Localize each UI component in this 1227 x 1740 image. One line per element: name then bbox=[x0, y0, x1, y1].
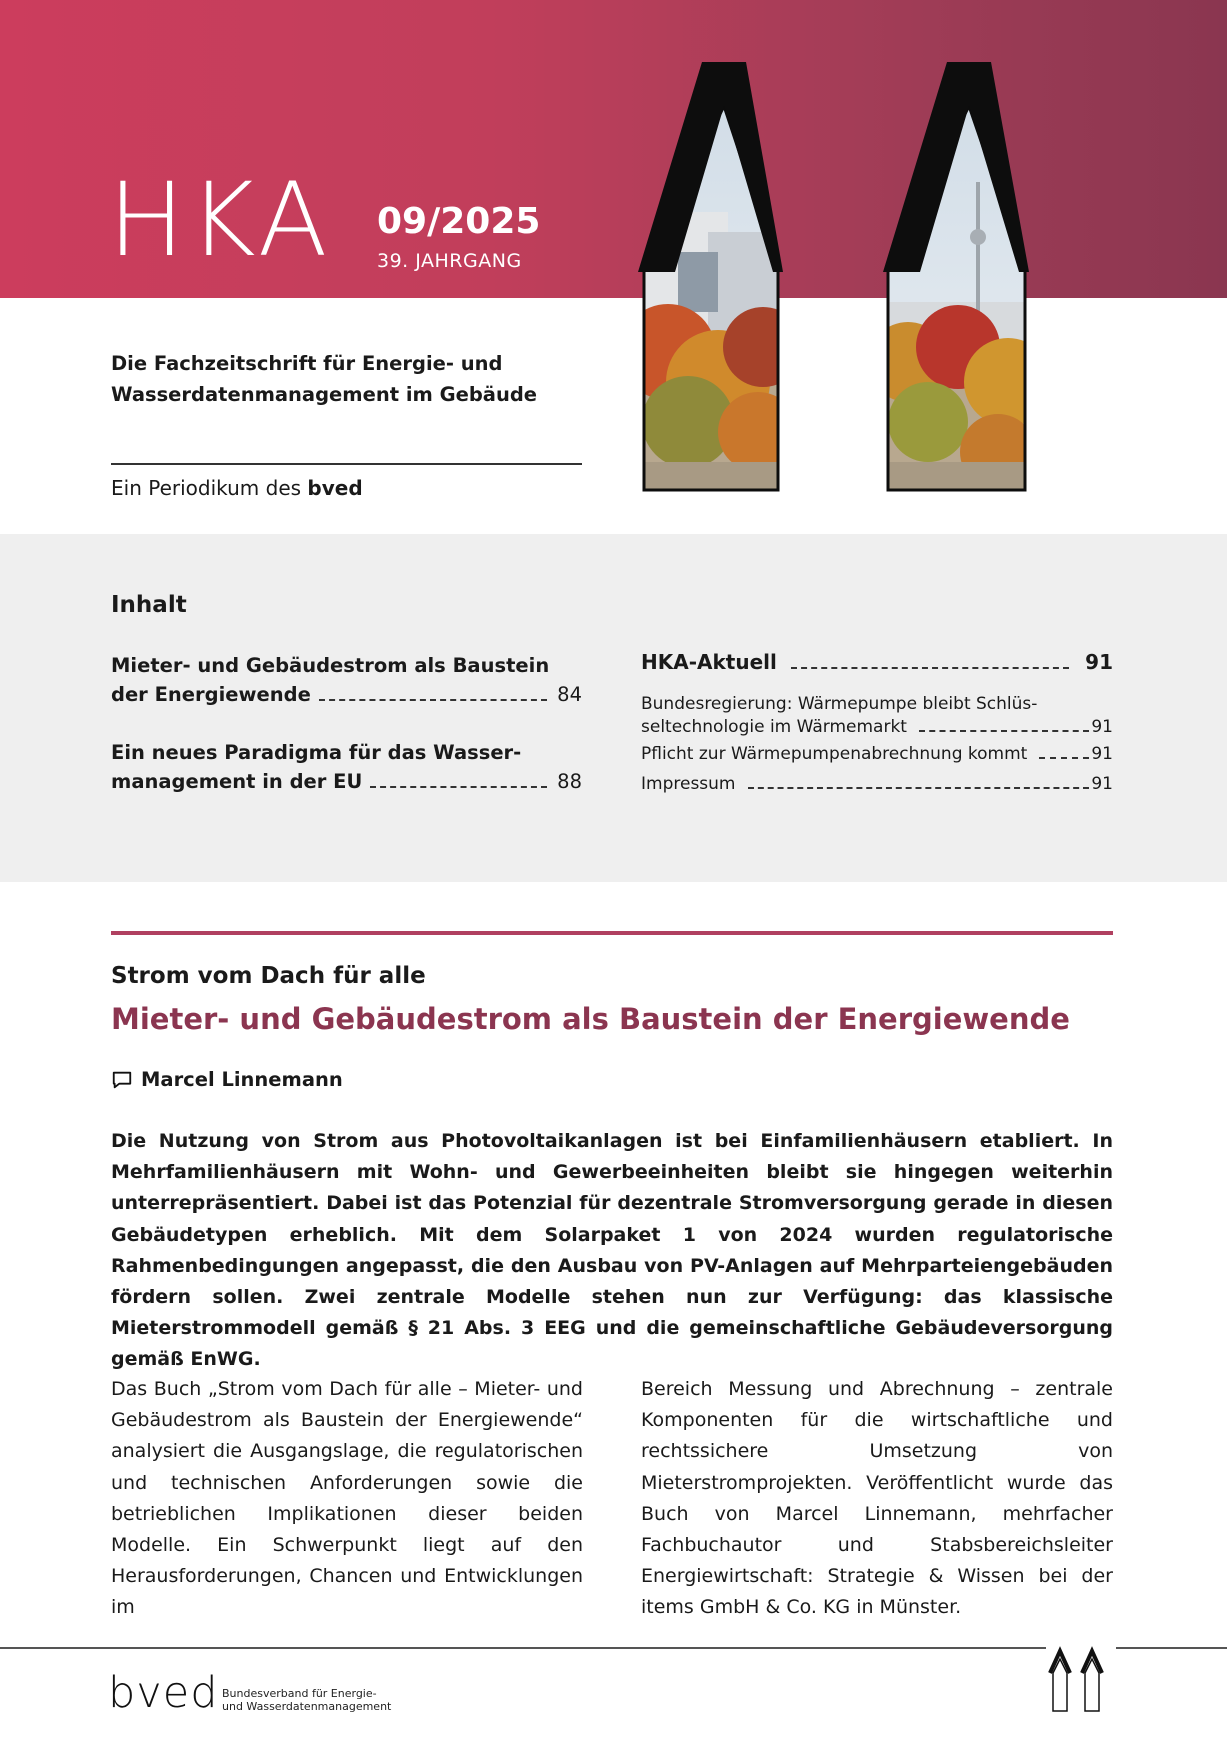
article-body-left: Das Buch „Strom vom Dach für alle – Mieter- und Gebäudestrom als Baustein der Energiewende“ analysiert die Ausgangslage, die regulatorischen und technischen Anforderungen sowie die betrieblichen Implikationen dieser beiden Modelle. Ein Schwerpunkt liegt auf den Herausforderungen, Chancen und Entwicklungen im bbox=[111, 1378, 583, 1619]
leader-dots bbox=[748, 787, 1090, 789]
toc-entry[interactable]: Bundesregierung: Wärmepumpe bleibt Schlüs- seltechnologie im Wärmemarkt 91 bbox=[641, 694, 1113, 737]
article-divider bbox=[111, 931, 1113, 935]
speech-bubble-icon bbox=[111, 1069, 133, 1091]
cover-arch-graphic bbox=[638, 62, 1118, 550]
leader-dots bbox=[791, 667, 1069, 669]
toc-entry[interactable]: Pflicht zur Wärmepumpenabrechnung kommt 91 bbox=[641, 744, 1113, 764]
magazine-title: HKA bbox=[108, 161, 332, 280]
article-author: Marcel Linnemann bbox=[111, 1068, 343, 1091]
toc-entry[interactable]: Impressum 91 bbox=[641, 774, 1113, 794]
toc-page-number: 84 bbox=[557, 683, 582, 706]
footer-org-name: Bundesverband für Energie- und Wasserdatenmanagement bbox=[222, 1687, 392, 1713]
toc-entry[interactable]: Mieter- und Gebäudestrom als Baustein der Energiewende 84 bbox=[111, 651, 582, 709]
leader-dots bbox=[370, 786, 547, 788]
volume-label: 39. JAHRGANG bbox=[377, 250, 522, 272]
toc-section-heading[interactable]: HKA-Aktuell 91 bbox=[641, 650, 1113, 674]
footer-divider bbox=[0, 1647, 1227, 1649]
tagline: Die Fachzeitschrift für Energie- und Wasserdatenmanagement im Gebäude bbox=[111, 352, 538, 406]
toc-page-number: 91 bbox=[1091, 744, 1113, 764]
publisher-org: bved bbox=[307, 476, 363, 500]
issue-number: 09/2025 bbox=[377, 201, 541, 242]
toc-page-number: 88 bbox=[557, 770, 582, 793]
article-lead: Die Nutzung von Strom aus Photovoltaikanlagen ist bei Einfamilienhäusern etabliert. In Mehrfamilienhäusern mit Wohn- und Gewerbeeinheiten bleibt sie hingegen weiterhin unterrepräsentiert. Dabei ist das Potenzial für dezentrale Stromversorgung gerade in diesen Gebäudetypen erheblich. Mit dem Solarpaket 1 von 2024 wurden regulatorische Rahmenbedingungen angepasst, die den Ausbau von PV-Anlagen auf Mehrparteiengebäuden fördern sollen. Zwei zentrale Modelle stehen nun zur Verfügung: das klassische Mieterstrommodell gemäß § 21 Abs. 3 EEG und die gemeinschaftliche Gebäudeversorgung gemäß EnWG. bbox=[111, 1130, 1113, 1371]
publisher-line: Ein Periodikum des bved bbox=[111, 476, 363, 500]
toc-page-number: 91 bbox=[1091, 717, 1113, 737]
article-kicker: Strom vom Dach für alle bbox=[111, 963, 426, 989]
leader-dots bbox=[319, 699, 547, 701]
article-body-right: Bereich Messung und Abrechnung – zentrale Komponenten für die wirtschaftliche und rechtssichere Umsetzung von Mieterstromprojekten. Veröffentlicht wurde das Buch von Marcel Linnemann, mehrfacher Fachbuchautor und Stabsbereichsleiter Energiewirtschaft: Strategie & Wissen bei der items GmbH & Co. KG in Münster. bbox=[641, 1378, 1113, 1619]
double-arch-logo-icon bbox=[1046, 1643, 1116, 1713]
toc-entry[interactable]: Ein neues Paradigma für das Wasser- management in der EU 88 bbox=[111, 738, 582, 796]
toc-title: Inhalt bbox=[111, 592, 187, 618]
toc-page-number: 91 bbox=[1085, 650, 1113, 674]
leader-dots bbox=[919, 730, 1089, 732]
leader-dots bbox=[1039, 757, 1089, 759]
toc-page-number: 91 bbox=[1091, 774, 1113, 794]
footer-logo: bved bbox=[108, 1668, 219, 1718]
article-headline: Mieter- und Gebäudestrom als Baustein der Energiewende bbox=[111, 1002, 1070, 1036]
tagline-divider bbox=[111, 463, 582, 465]
